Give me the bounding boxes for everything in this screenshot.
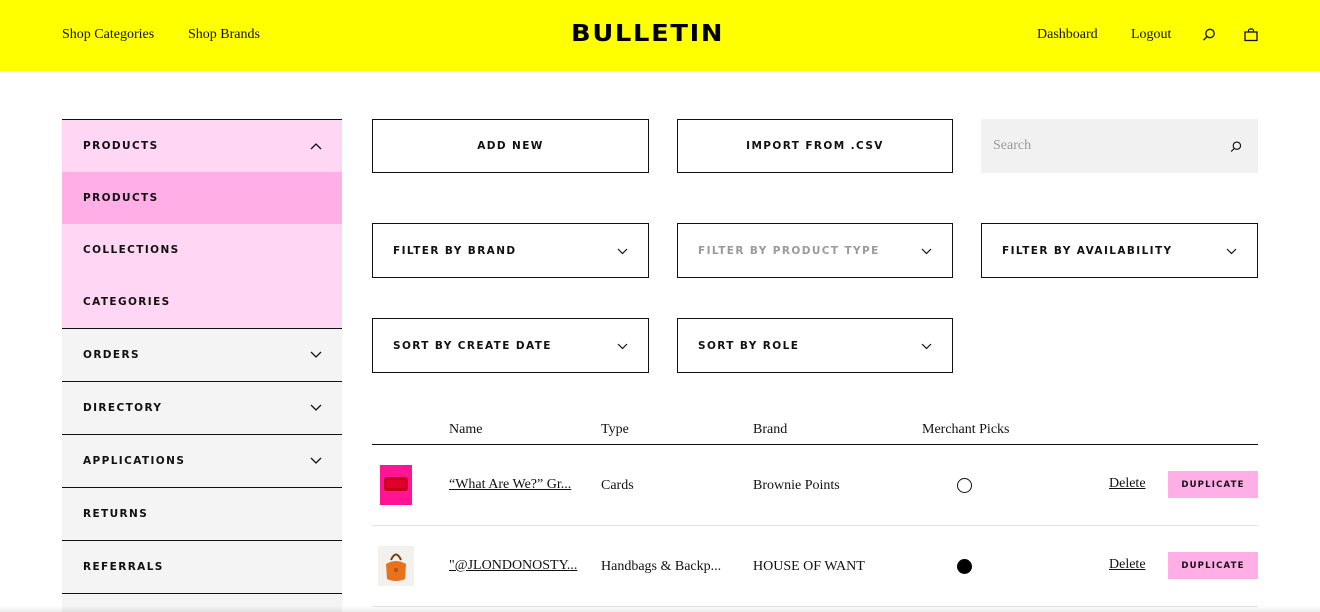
column-header-brand[interactable]: Brand xyxy=(753,422,788,437)
chevron-down-icon xyxy=(921,248,932,255)
sidebar-section-directory[interactable] xyxy=(62,381,342,434)
sort-create-date-label: SORT BY CREATE DATE xyxy=(393,339,552,352)
product-type: Handbags & Backp... xyxy=(601,559,722,574)
nav-shop-categories[interactable]: Shop Categories xyxy=(62,27,155,42)
sidebar-item-label: COLLECTIONS xyxy=(83,244,180,256)
chevron-up-icon xyxy=(310,142,322,150)
product-bag-image xyxy=(378,546,414,586)
sidebar-item-label: CATEGORIES xyxy=(83,296,171,308)
product-brand: Brownie Points xyxy=(753,478,840,493)
sidebar-item-categories[interactable] xyxy=(62,276,342,328)
filter-availability-label: FILTER BY AVAILABILITY xyxy=(1002,244,1173,257)
sidebar-group-products[interactable] xyxy=(62,119,342,172)
import-csv-button[interactable] xyxy=(677,119,953,173)
sidebar-section-label: APPLICATIONS xyxy=(83,455,186,467)
sort-role-label: SORT BY ROLE xyxy=(698,339,800,352)
duplicate-button[interactable]: DUPLICATE xyxy=(1168,471,1258,498)
sidebar-section-returns[interactable] xyxy=(62,487,342,540)
column-header-merchant-picks[interactable]: Merchant Picks xyxy=(922,422,1010,437)
search-icon[interactable] xyxy=(1201,27,1217,43)
chevron-down-icon xyxy=(310,457,322,465)
nav-dashboard[interactable]: Dashboard xyxy=(1037,27,1098,42)
filter-product-type-select[interactable] xyxy=(677,223,953,278)
column-header-type[interactable]: Type xyxy=(601,422,629,437)
column-header-name[interactable]: Name xyxy=(449,422,483,437)
chevron-down-icon xyxy=(921,343,932,350)
sidebar-section-label: RETURNS xyxy=(83,508,149,520)
sidebar-section-label: DIRECTORY xyxy=(83,402,163,414)
sidebar-section-label: ORDERS xyxy=(83,349,140,361)
sidebar-section-applications[interactable] xyxy=(62,434,342,487)
search-icon[interactable] xyxy=(1229,140,1243,154)
product-type: Cards xyxy=(601,478,634,493)
sidebar-group-label: PRODUCTS xyxy=(83,140,159,152)
row-divider xyxy=(372,525,1258,526)
filter-availability-select[interactable] xyxy=(981,223,1258,278)
filter-brand-label: FILTER BY BRAND xyxy=(393,244,517,257)
add-new-label: ADD NEW xyxy=(477,140,544,152)
sidebar-section-orders[interactable] xyxy=(62,328,342,381)
product-thumbnail[interactable] xyxy=(372,464,420,506)
duplicate-button[interactable]: DUPLICATE xyxy=(1168,552,1258,579)
nav-shop-brands[interactable]: Shop Brands xyxy=(188,27,260,42)
filter-product-type-label: FILTER BY PRODUCT TYPE xyxy=(698,244,880,257)
search-box xyxy=(981,119,1258,173)
import-csv-label: IMPORT FROM .CSV xyxy=(746,140,884,152)
nav-logout[interactable]: Logout xyxy=(1131,27,1172,42)
search-input[interactable] xyxy=(993,138,1213,154)
chevron-down-icon xyxy=(617,248,628,255)
chevron-down-icon xyxy=(310,404,322,412)
chevron-down-icon xyxy=(310,351,322,359)
delete-link[interactable]: Delete xyxy=(1109,557,1146,572)
chevron-down-icon xyxy=(1226,248,1237,255)
product-brand: HOUSE OF WANT xyxy=(753,559,865,574)
product-name-link[interactable]: "@JLONDONOSTY... xyxy=(449,558,578,573)
sort-role-select[interactable] xyxy=(677,318,953,373)
product-name-link[interactable]: “What Are We?” Gr... xyxy=(449,477,572,492)
sidebar-section-referrals[interactable] xyxy=(62,540,342,593)
sidebar-item-collections[interactable] xyxy=(62,224,342,276)
sidebar-item-products[interactable] xyxy=(62,172,342,224)
chevron-down-icon xyxy=(617,343,628,350)
table-header-divider xyxy=(372,444,1258,445)
filter-brand-select[interactable] xyxy=(372,223,649,278)
merchant-pick-toggle[interactable] xyxy=(957,559,972,574)
sidebar-section-label: REFERRALS xyxy=(83,561,164,573)
product-thumbnail[interactable] xyxy=(372,545,420,587)
viewport-edge-shadow xyxy=(0,606,1320,612)
bulletin-logo[interactable]: BULLETIN xyxy=(571,21,725,47)
sidebar-item-label: PRODUCTS xyxy=(83,192,159,204)
merchant-pick-toggle[interactable] xyxy=(957,478,972,493)
product-card-image xyxy=(380,465,412,505)
bag-icon[interactable] xyxy=(1243,27,1259,43)
add-new-button[interactable] xyxy=(372,119,649,173)
delete-link[interactable]: Delete xyxy=(1109,476,1146,491)
admin-sidebar xyxy=(62,119,342,612)
sort-create-date-select[interactable] xyxy=(372,318,649,373)
site-header xyxy=(0,0,1320,71)
